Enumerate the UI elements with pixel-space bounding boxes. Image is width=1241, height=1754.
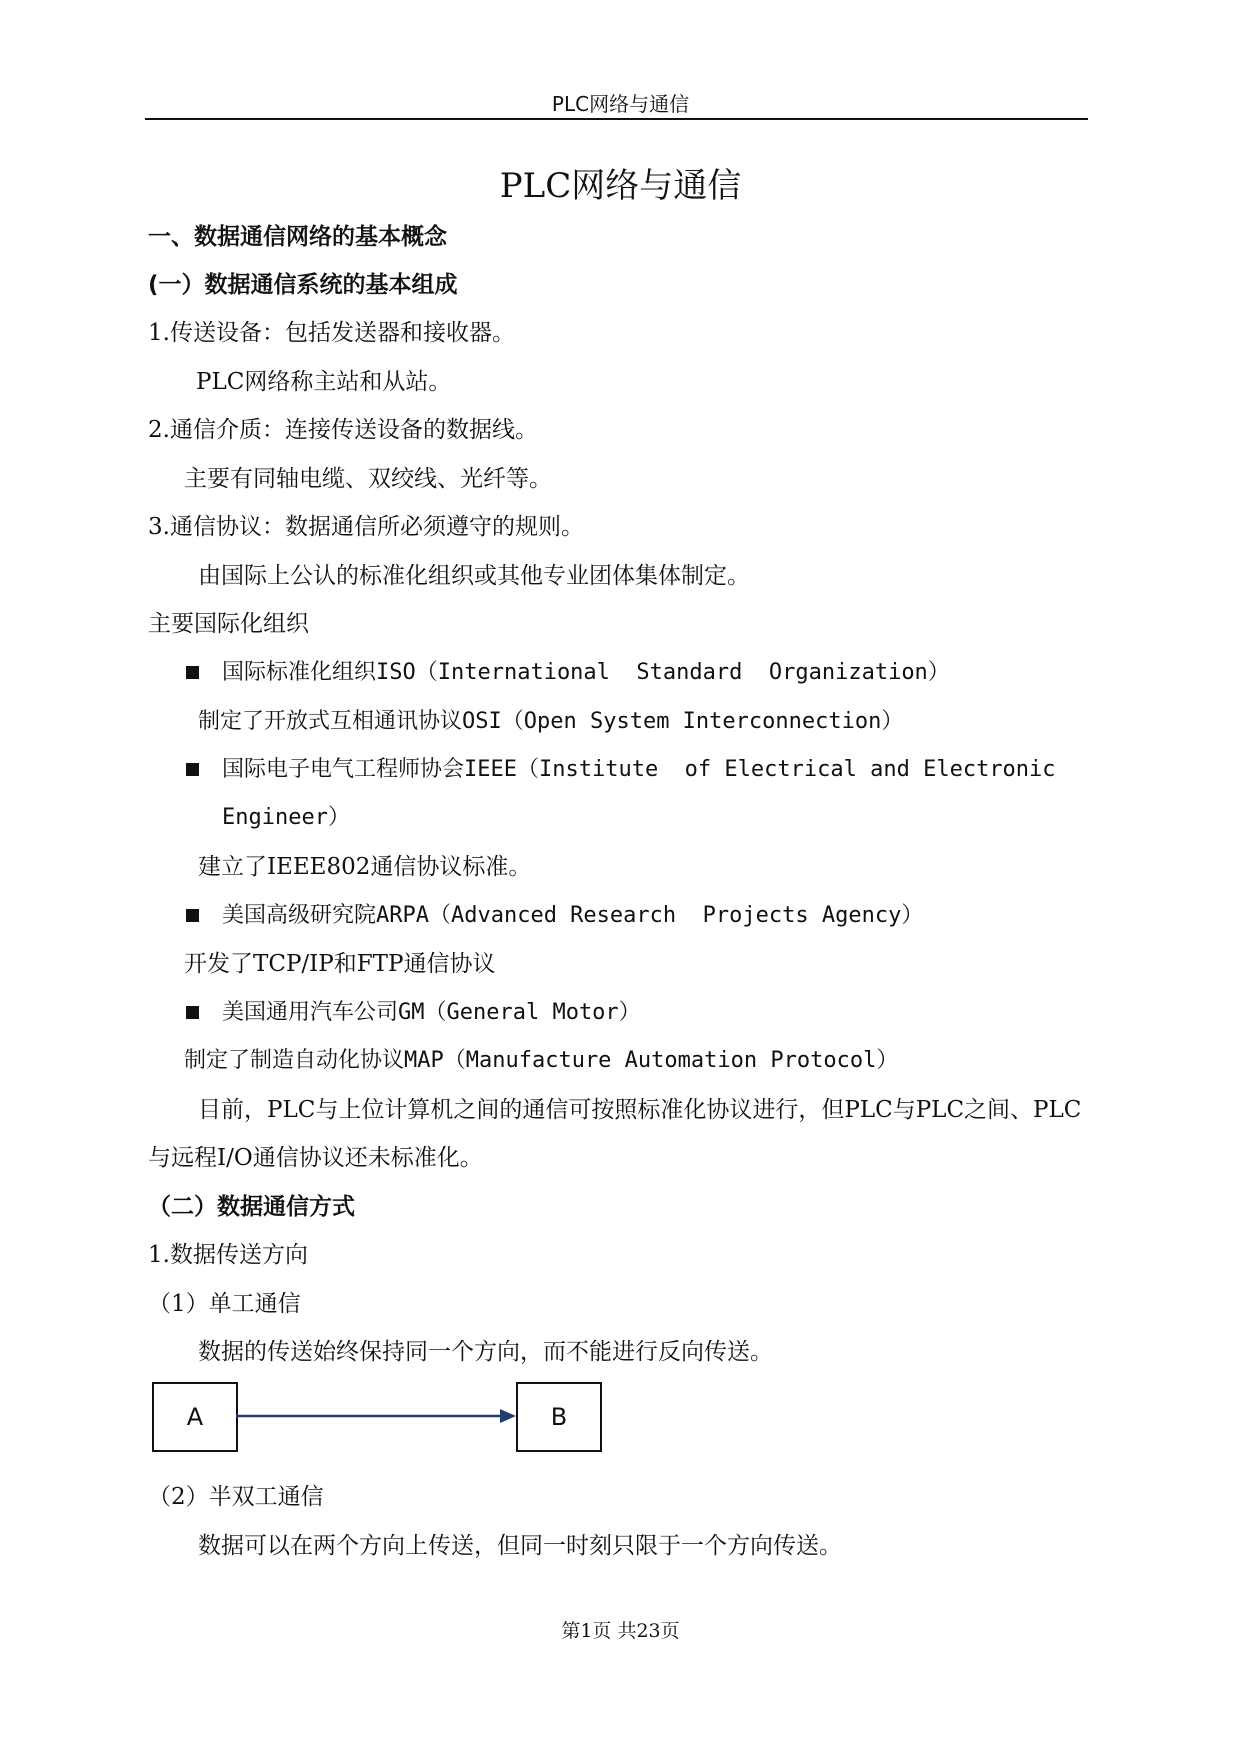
org-2-line-1: 国际电子电气工程师协会IEEE（Institute of Electrical and Electronic [222,757,1056,782]
org-2-line-2: Engineer） [222,805,350,830]
node-box-b [516,1382,602,1452]
node-b-label: B [550,1403,568,1431]
header-rule [145,118,1088,120]
section-heading-1: 一、数据通信网络的基本概念 [148,224,447,250]
item-2-detail: 主要有同轴电缆、双绞线、光纤等。 [184,466,552,492]
org-3-detail: 开发了TCP/IP和FTP通信协议 [184,951,496,977]
bullet-square-icon [186,763,199,776]
org-4-detail: 制定了制造自动化协议MAP（Manufacture Automation Protocol） [184,1048,899,1073]
half-duplex-heading: （2）半双工通信 [148,1484,324,1510]
item-2: 2.通信介质：连接传送设备的数据线。 [148,417,538,443]
subsection-heading-1: (一）数据通信系统的基本组成 [148,272,458,298]
node-a-label: A [186,1403,204,1431]
simplex-description: 数据的传送始终保持同一个方向，而不能进行反向传送。 [198,1339,773,1365]
org-1-detail: 制定了开放式互相通讯协议OSI（Open System Interconnection） [198,709,904,734]
node-box-a [152,1382,238,1452]
simplex-heading: （1）单工通信 [148,1291,301,1317]
org-1: 国际标准化组织ISO（International Standard Organization） [222,660,950,685]
item-1-detail: PLC网络称主站和从站。 [196,369,452,395]
item-3-detail: 由国际上公认的标准化组织或其他专业团体集体制定。 [198,563,750,589]
orgs-heading: 主要国际化组织 [148,611,309,637]
paragraph-line-2: 与远程I/O通信协议还未标准化。 [148,1145,483,1171]
direction-heading: 1.数据传送方向 [148,1242,308,1268]
subsection-heading-2: （二）数据通信方式 [148,1194,355,1220]
bullet-square-icon [186,666,199,679]
simplex-arrow-icon [236,1406,516,1426]
bullet-square-icon [186,1006,199,1019]
org-4: 美国通用汽车公司GM（General Motor） [222,1000,641,1025]
bullet-square-icon [186,909,199,922]
paragraph-line-1: 目前，PLC与上位计算机之间的通信可按照标准化协议进行，但PLC与PLC之间、PLC [198,1097,1082,1123]
document-title: PLC网络与通信 [499,166,742,206]
org-2-detail: 建立了IEEE802通信协议标准。 [198,854,532,880]
item-1: 1.传送设备：包括发送器和接收器。 [148,320,515,346]
page-footer: 第1页 共23页 [561,1620,680,1642]
half-duplex-description: 数据可以在两个方向上传送，但同一时刻只限于一个方向传送。 [198,1533,842,1559]
running-header: PLC网络与通信 [551,92,690,116]
item-3: 3.通信协议：数据通信所必须遵守的规则。 [148,514,584,540]
org-3: 美国高级研究院ARPA（Advanced Research Projects Agency） [222,903,924,928]
